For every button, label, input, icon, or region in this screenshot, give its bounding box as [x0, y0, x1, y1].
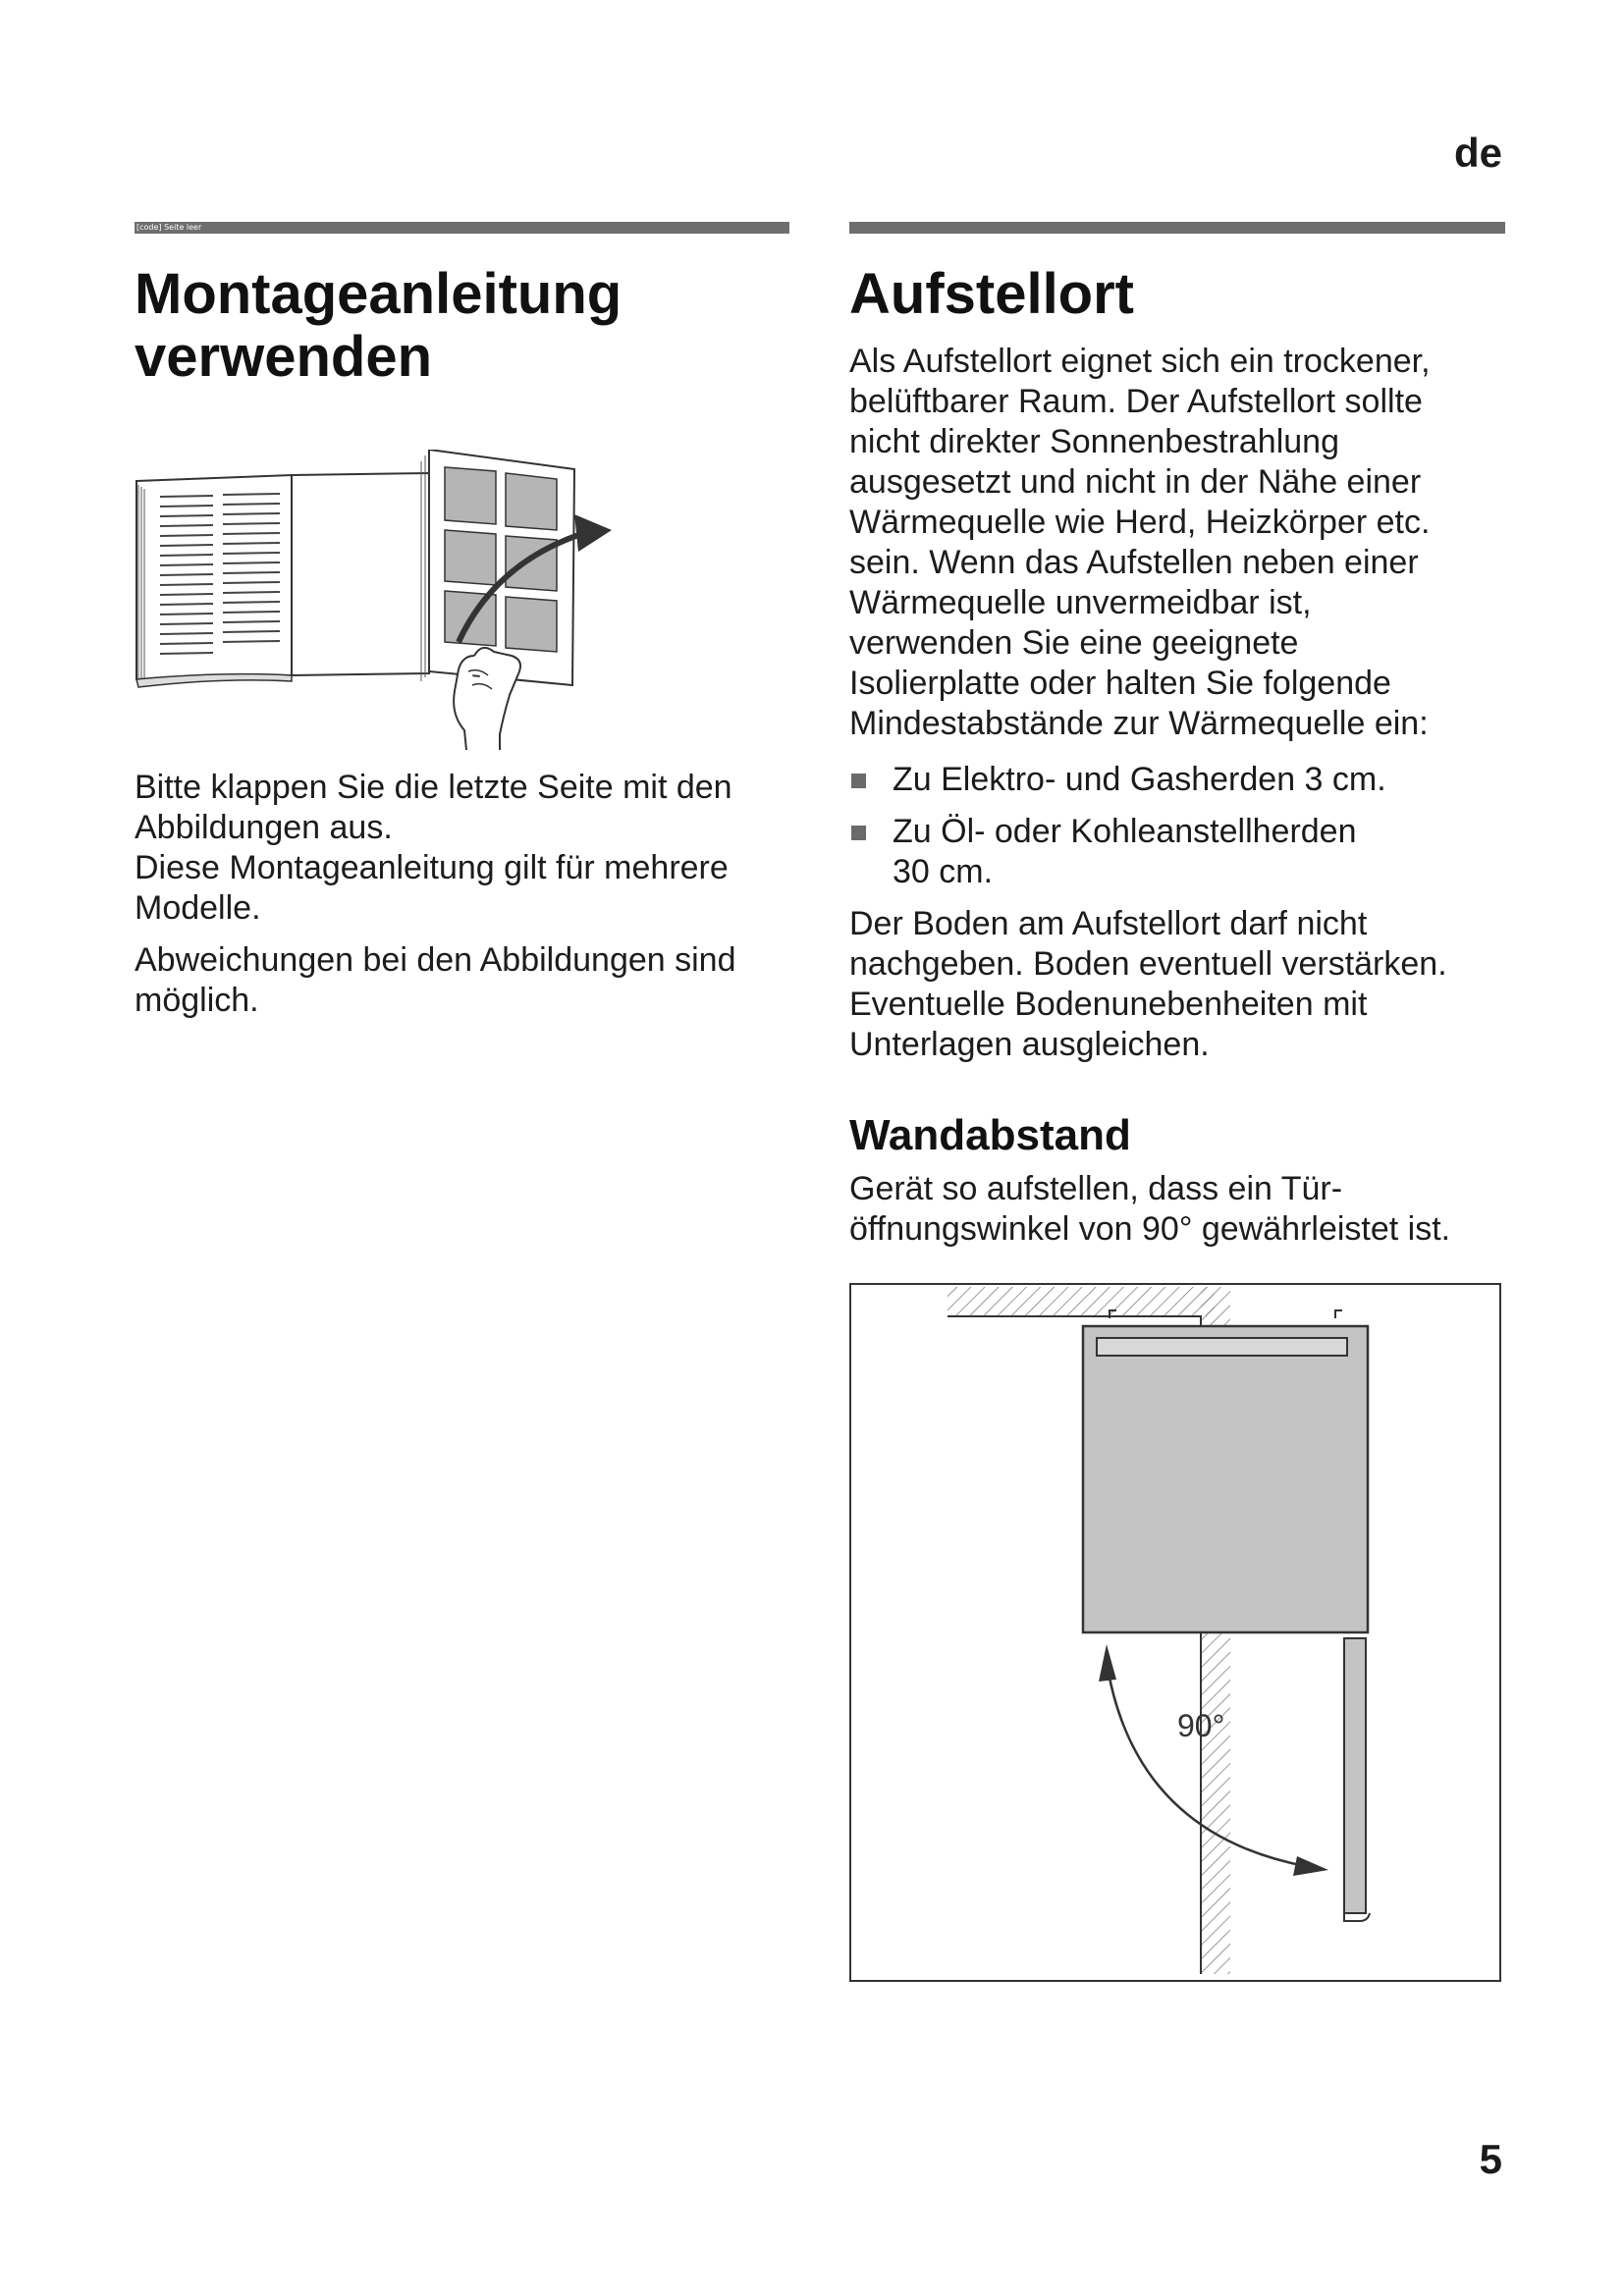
text-line: Abweichungen bei den Abbildungen sind [135, 941, 736, 979]
bullet-square-icon [851, 774, 866, 788]
title-line: Montageanleitung [135, 262, 623, 326]
text-line: Isolierplatte oder halten Sie folgende [849, 665, 1391, 702]
text-line: Der Boden am Aufstellort darf nicht [849, 905, 1368, 942]
section-title [135, 263, 789, 389]
section-montageanleitung [135, 222, 789, 1021]
rule-tag: [code] Seite leer [136, 223, 202, 232]
distance-list [849, 760, 1505, 892]
section-rule [135, 222, 789, 234]
section-rule [849, 222, 1505, 234]
text-line: ausgesetzt und nicht in der Nähe einer [849, 463, 1422, 501]
text-line: 30 cm. [893, 853, 994, 890]
floor-paragraph [849, 904, 1505, 1065]
text-line: Unterlagen ausgleichen. [849, 1026, 1210, 1063]
text-line: Abbildungen aus. [135, 809, 393, 846]
text-line: Wärmequelle wie Herd, Heizkörper etc. [849, 504, 1431, 541]
intro-paragraph [849, 342, 1505, 744]
text-line: belüftbarer Raum. Der Aufstellort sollte [849, 383, 1423, 420]
text-line: Eventuelle Bodenunebenheiten mit [849, 986, 1368, 1023]
door-opening-angle-diagram [849, 1283, 1501, 1982]
text-line: möglich. [135, 982, 259, 1019]
section-aufstellort [849, 222, 1505, 1982]
title-line: verwenden [135, 325, 432, 389]
text-line: verwenden Sie eine geeignete [849, 624, 1299, 662]
language-code: de [1453, 130, 1502, 176]
angle-label: 90° [1177, 1708, 1225, 1743]
text-line: Mindestabstände zur Wärmequelle ein: [849, 705, 1429, 742]
bullet-square-icon [851, 826, 866, 840]
text-line: Wärmequelle unvermeidbar ist, [849, 584, 1312, 621]
text-line: Gerät so aufstellen, dass ein Tür- [849, 1170, 1343, 1207]
text-line: Als Aufstellort eignet sich ein trockener, [849, 343, 1431, 380]
subheading-wandabstand: Wandabstand [849, 1111, 1131, 1159]
section-title: Aufstellort [849, 262, 1134, 326]
text-line: Modelle. [135, 889, 261, 927]
list-item [849, 812, 1505, 892]
text-line: sein. Wenn das Aufstellen neben einer [849, 544, 1419, 581]
text-line: Diese Montageanleitung gilt für mehrere [135, 849, 729, 886]
manual-unfold-illustration [135, 450, 645, 750]
text-line: nachgeben. Boden eventuell verstärken. [849, 945, 1447, 983]
wall-paragraph [849, 1169, 1505, 1250]
text-line: Bitte klappen Sie die letzte Seite mit den [135, 769, 732, 806]
text-line: nicht direkter Sonnenbestrahlung [849, 423, 1339, 460]
page-number: 5 [1479, 2136, 1502, 2182]
text-line: Zu Elektro- und Gasherden 3 cm. [893, 761, 1386, 798]
text-line: öffnungswinkel von 90° gewährleistet ist. [849, 1210, 1451, 1248]
text-line: Zu Öl- oder Kohleanstellherden [893, 813, 1357, 850]
list-item [849, 760, 1505, 800]
